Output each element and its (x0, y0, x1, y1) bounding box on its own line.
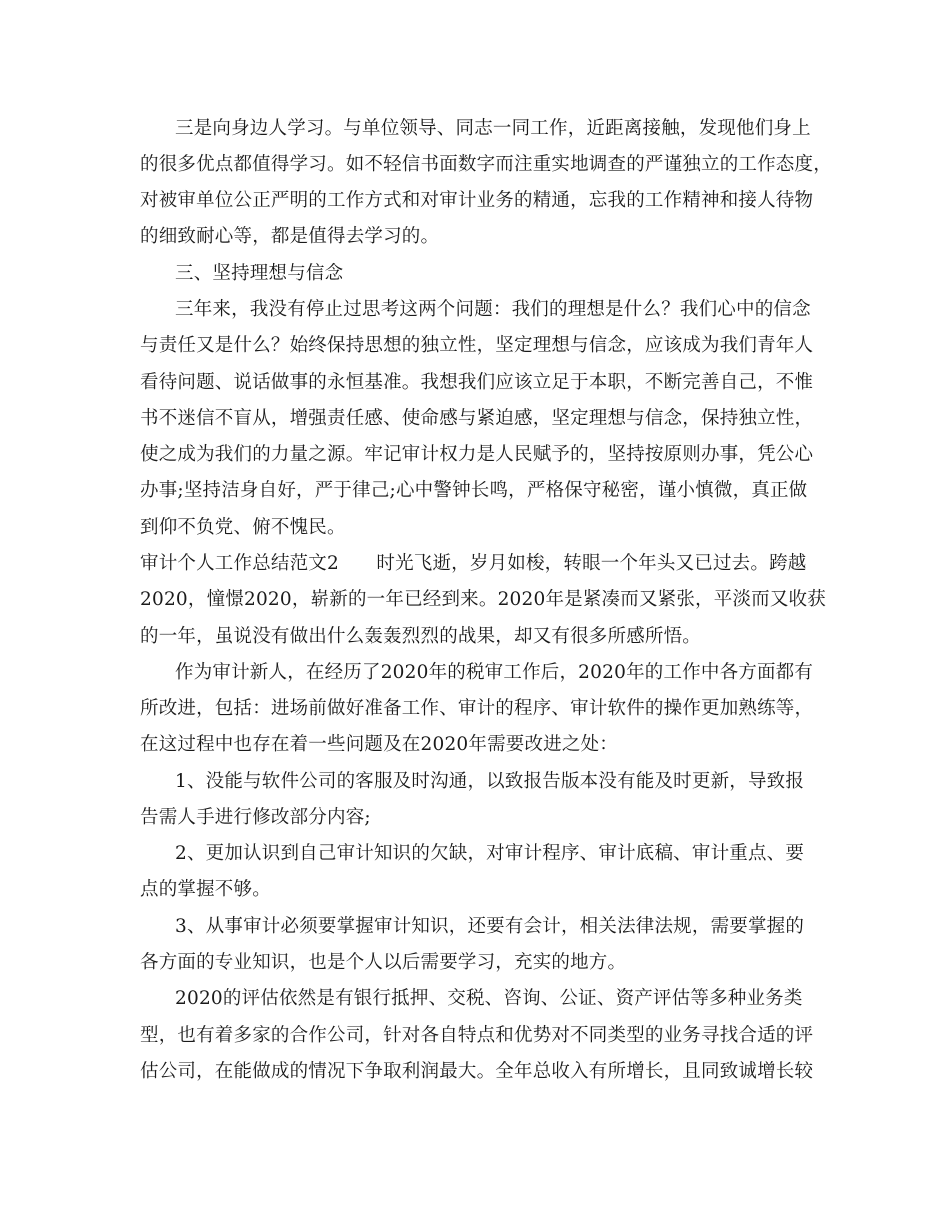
section-heading: 三、坚持理想与信念 (175, 263, 344, 284)
body-line: 2020的评估依然是有银行抵押、交税、咨询、公证、资产评估等多种业务类 (175, 988, 803, 1009)
body-line: 所改进，包括：进场前做好准备工作、审计的程序、审计软件的操作更加熟练等， (140, 698, 814, 719)
body-line: 对被审单位公正严明的工作方式和对审计业务的精通，忘我的工作精神和接人待物 (140, 190, 814, 211)
body-line: 办事;坚持洁身自好，严于律己;心中警钟长鸣，严格保守秘密，谨小慎微，真正做 (140, 480, 808, 501)
body-line: 的很多优点都值得学习。如不轻信书面数字而注重实地调查的严谨独立的工作态度， (140, 154, 832, 175)
body-line: 与责任又是什么？始终保持思想的独立性，坚定理想与信念，应该成为我们青年人 (140, 335, 814, 356)
body-line: 看待问题、说话做事的永恒基准。我想我们应该立足于本职，不断完善自己，不惟 (140, 372, 814, 393)
article-title-line: 审计个人工作总结范文2 时光飞逝，岁月如梭，转眼一个年头又已过去。跨越 (140, 553, 807, 574)
list-item-line: 1、没能与软件公司的客服及时沟通，以致报告版本没有能及时更新，导致报 (175, 771, 805, 792)
body-line: 三是向身边人学习。与单位领导、同志一同工作，近距离接触，发现他们身上 (175, 118, 811, 139)
list-item-line: 3、从事审计必须要掌握审计知识，还要有会计，相关法律法规，需要掌握的 (175, 916, 805, 937)
body-line: 估公司，在能做成的情况下争取利润最大。全年总收入有所增长，且同致诚增长较 (140, 1061, 814, 1082)
body-line: 2020，憧憬2020，崭新的一年已经到来。2020年是紧凑而又紧张，平淡而又收获 (140, 589, 826, 610)
body-line: 型，也有着多家的合作公司，针对各自特点和优势对不同类型的业务寻找合适的评 (140, 1025, 814, 1046)
body-line: 的一年，虽说没有做出什么轰轰烈烈的战果，却又有很多所感所悟。 (140, 626, 702, 647)
body-line: 作为审计新人，在经历了2020年的税审工作后，2020年的工作中各方面都有 (175, 662, 814, 683)
body-line: 到仰不负党、俯不愧民。 (140, 517, 346, 538)
list-item-line: 点的掌握不够。 (140, 879, 271, 900)
list-item-line: 2、更加认识到自己审计知识的欠缺，对审计程序、审计底稿、审计重点、要 (175, 843, 805, 864)
body-line: 使之成为我们的力量之源。牢记审计权力是人民赋予的，坚持按原则办事，凭公心 (140, 444, 814, 465)
body-line: 的细致耐心等，都是值得去学习的。 (140, 226, 440, 247)
body-line: 三年来，我没有停止过思考这两个问题：我们的理想是什么？我们心中的信念 (175, 299, 811, 320)
body-line: 书不迷信不盲从，增强责任感、使命感与紧迫感，坚定理想与信念，保持独立性， (140, 408, 814, 429)
body-line: 在这过程中也存在着一些问题及在2020年需要改进之处： (140, 734, 618, 755)
list-item-line: 各方面的专业知识，也是个人以后需要学习，充实的地方。 (140, 952, 627, 973)
list-item-line: 告需人手进行修改部分内容; (140, 807, 371, 828)
